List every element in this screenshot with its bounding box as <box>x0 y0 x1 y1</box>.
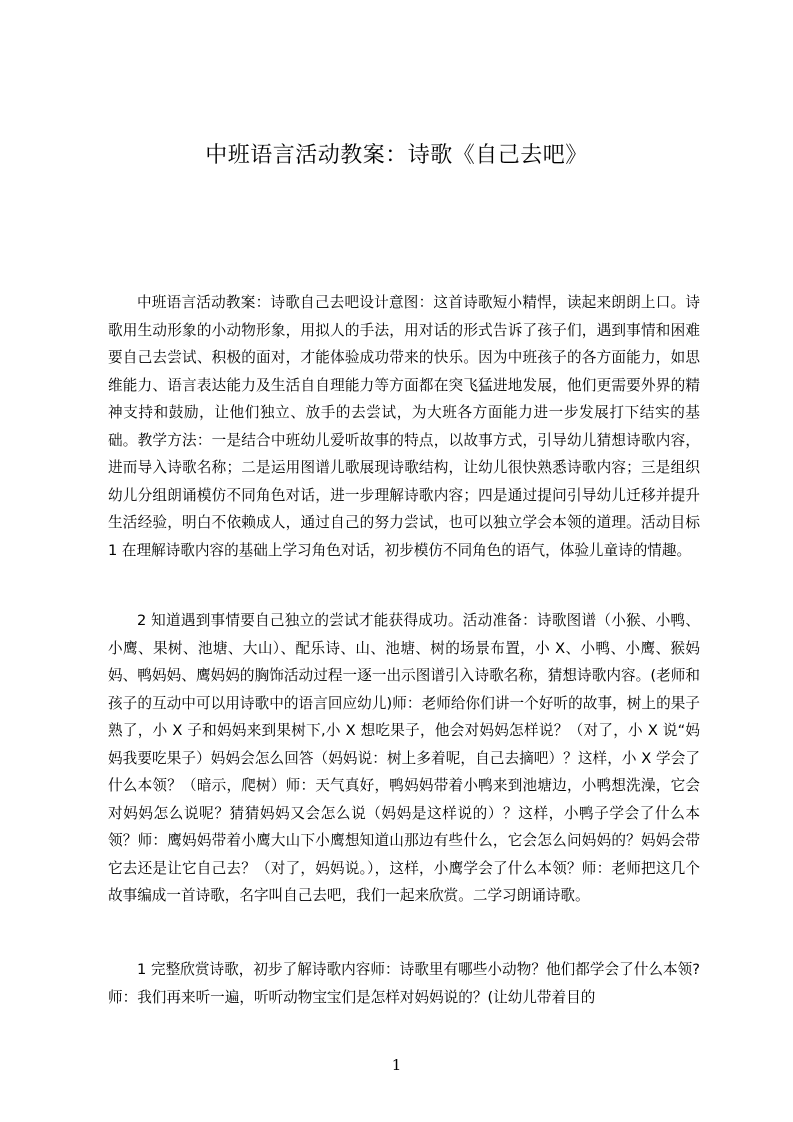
document-title: 中班语言活动教案：诗歌《自己去吧》 <box>205 143 588 168</box>
paragraph-activity-preparation: 2 知道遇到事情要自己独立的尝试才能获得成功。活动准备：诗歌图谱（小猴、小鸭、小鹰、果树、池塘、大山）、配乐诗、山、池塘、树的场景布置，小 X、小鸭、小鹰、猴妈妈、鸭妈妈、鹰妈妈的胸饰活动过程一逐一出示图谱引入诗歌名称，猜想诗歌内容。(老师和孩子的互动中可以用诗歌中的语言回应幼儿)师：老师给你们讲一个好听的故事，树上的果子熟了，小 X 子和妈妈来到果树下,小 X 想吃果子，他会对妈妈怎样说？（对了，小 X 说“妈妈我要吃果子）妈妈会怎么回答（妈妈说：树上多着呢，自己去摘吧）？这样，小 X 学会了什么本领？（暗示，爬树）师：天气真好，鸭妈妈带着小鸭来到池塘边，小鸭想洗澡，它会对妈妈怎么说呢？猜猜妈妈又会怎么说（妈妈是这样说的）？这样，小鸭子学会了什么本领？师：鹰妈妈带着小鹰大山下小鹰想知道山那边有些什么，它会怎么问妈妈的？妈妈会带它去还是让它自己去？（对了，妈妈说。），这样，小鹰学会了什么本领？师：老师把这几个故事编成一首诗歌，名字叫自己去吧，我们一起来欣赏。二学习朗诵诗歌。 <box>108 612 700 904</box>
page-number: 1 <box>391 1056 402 1074</box>
paragraph-appreciation: 1 完整欣赏诗歌，初步了解诗歌内容师：诗歌里有哪些小动物？他们都学会了什么本领?师：我们再来听一遍，听听动物宝宝们是怎样对妈妈说的？(让幼儿带着目的 <box>108 961 700 1006</box>
paragraph-design-intent: 中班语言活动教案：诗歌自己去吧设计意图：这首诗歌短小精悍，读起来朗朗上口。诗歌用生动形象的小动物形象，用拟人的手法，用对话的形式告诉了孩子们，遇到事情和困难要自己去尝试、积极的面对，才能体验成功带来的快乐。因为中班孩子的各方面能力，如思维能力、语言表达能力及生活自自理能力等方面都在突飞猛进地发展，他们更需要外界的精神支持和鼓励，让他们独立、放手的去尝试，为大班各方面能力进一步发展打下结实的基础。教学方法：一是结合中班幼儿爱听故事的特点，以故事方式，引导幼儿猜想诗歌内容，进而导入诗歌名称；二是运用图谱儿歌展现诗歌结构，让幼儿很快熟悉诗歌内容；三是组织幼儿分组朗诵模仿不同角色对话，进一步理解诗歌内容；四是通过提问引导幼儿迁移并提升生活经验，明白不依赖成人，通过自己的努力尝试，也可以独立学会本领的道理。活动目标 1 在理解诗歌内容的基础上学习角色对话，初步模仿不同角色的语气，体验儿童诗的情趣。 <box>108 294 700 559</box>
